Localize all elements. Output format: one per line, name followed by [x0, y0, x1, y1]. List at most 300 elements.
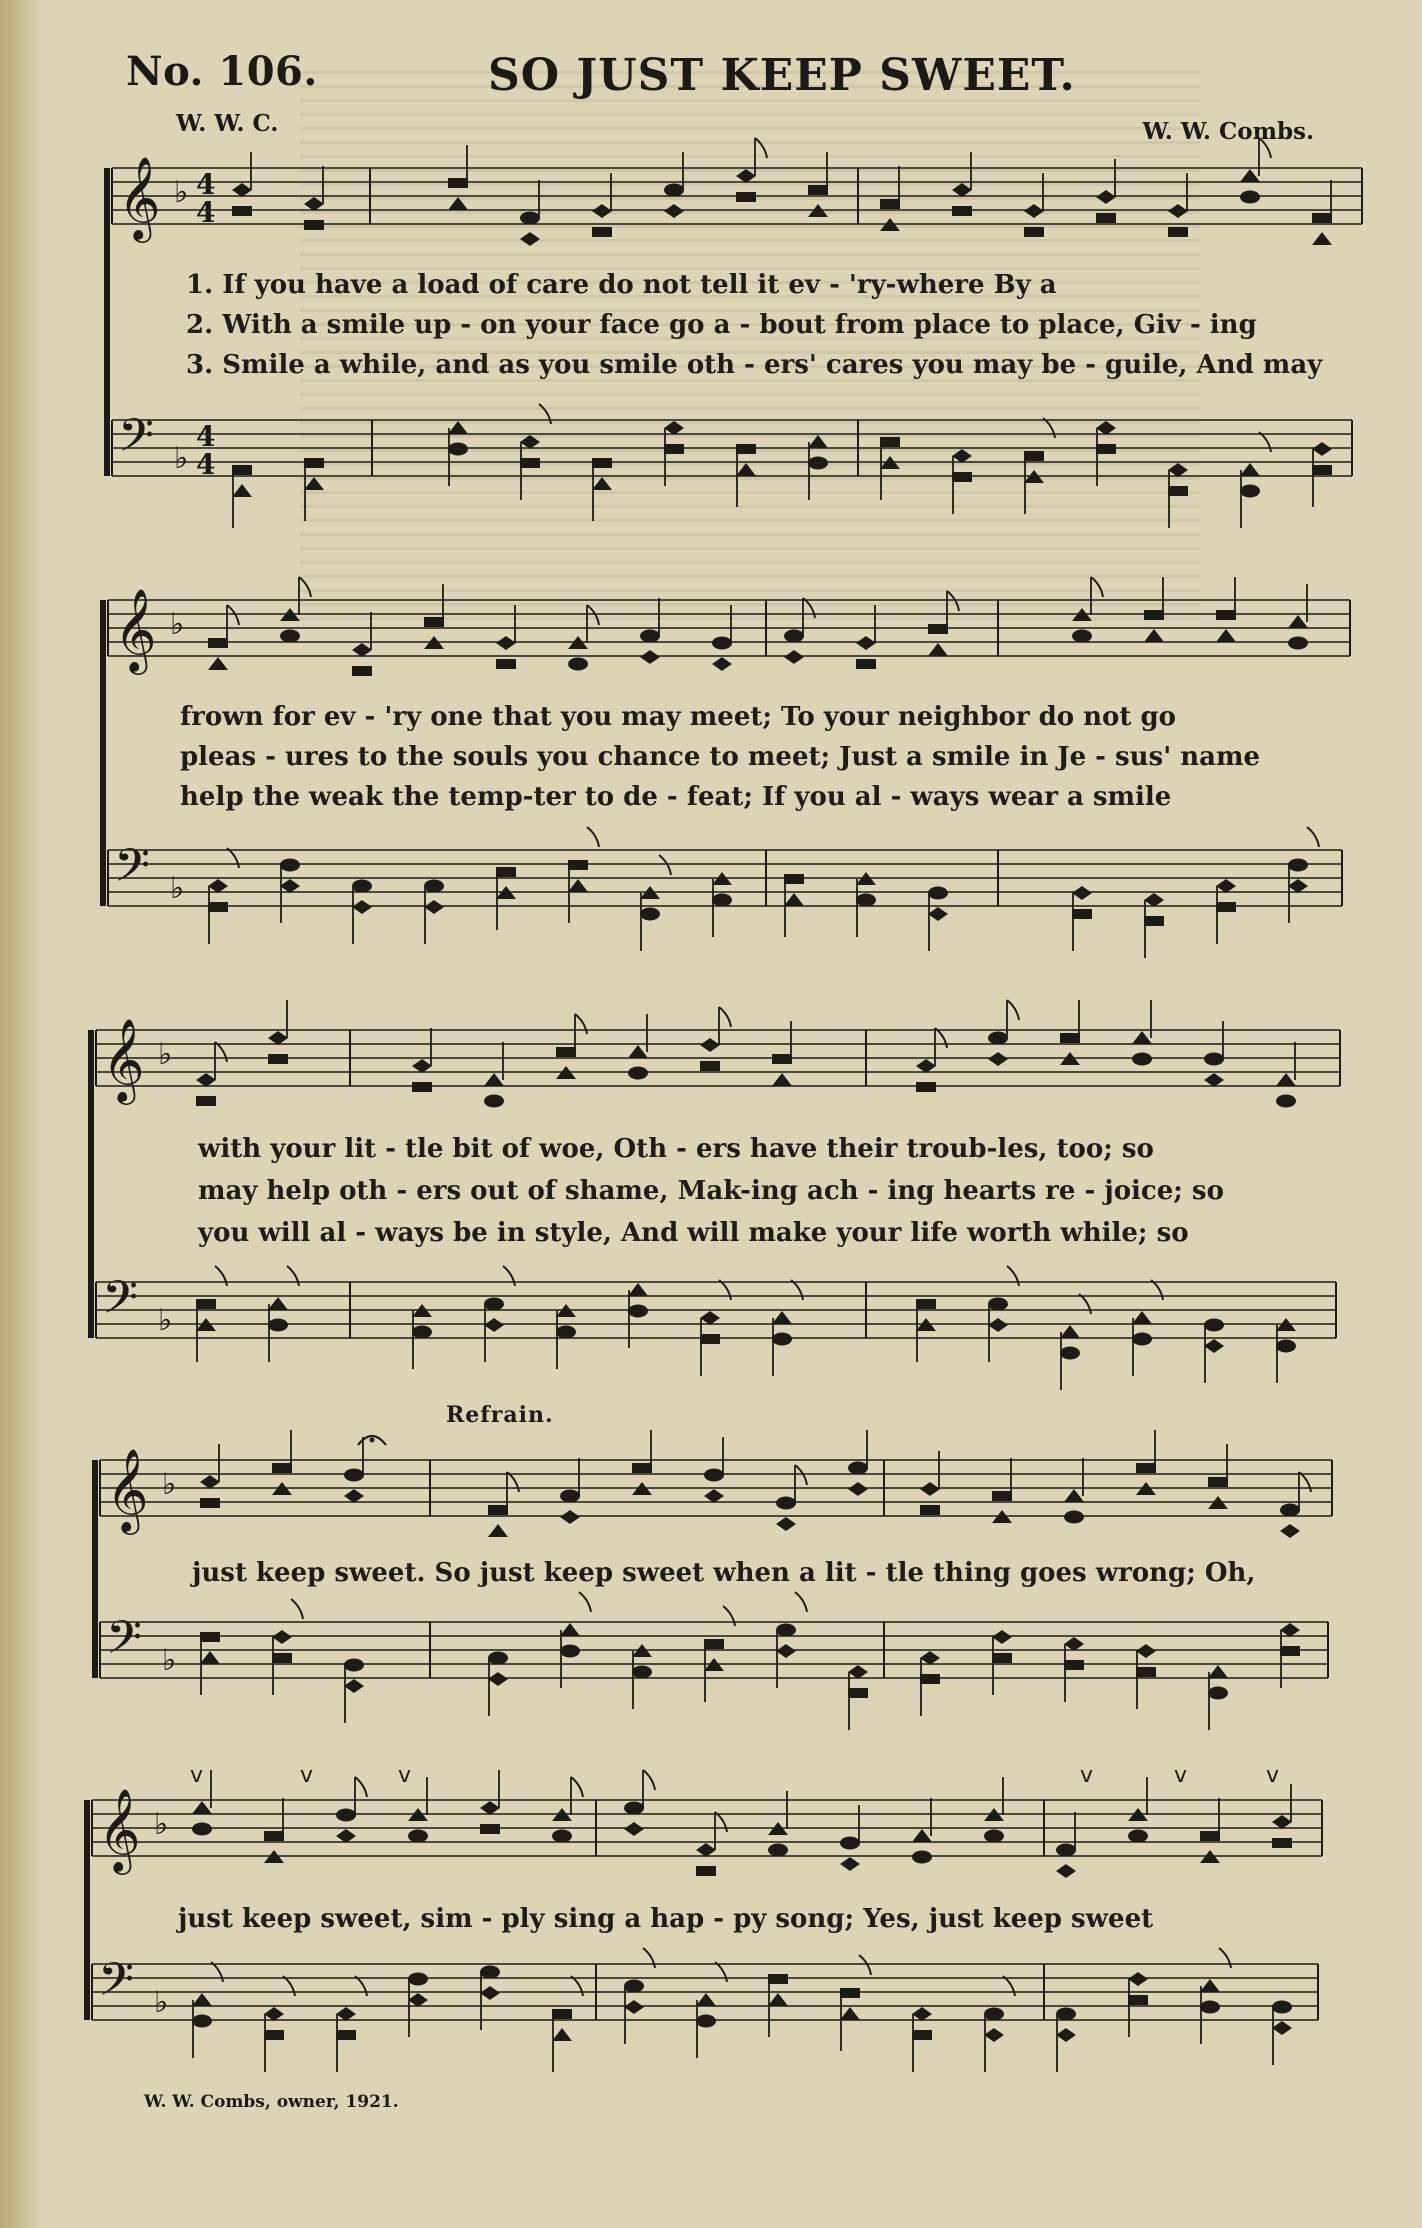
note-head	[1056, 1864, 1076, 1878]
note-head	[628, 1067, 648, 1080]
note-head	[560, 1490, 580, 1503]
lyric-line: frown for ev - 'ry one that you may meet; To your neighbor do not go	[180, 702, 1176, 732]
note-flag	[643, 1770, 655, 1790]
note-head	[1312, 465, 1332, 475]
note-head	[912, 1829, 932, 1842]
note-head	[412, 1082, 432, 1092]
note-head	[984, 2008, 1004, 2021]
note-head	[336, 1809, 356, 1822]
accent-mark: v	[1266, 1763, 1280, 1788]
note-head	[268, 1054, 288, 1064]
note-flag	[503, 1266, 515, 1286]
note-head	[712, 637, 732, 650]
note-head	[1060, 1347, 1080, 1360]
note-flag	[355, 1976, 367, 1996]
note-head	[664, 444, 684, 454]
note-flag	[1079, 1294, 1091, 1314]
note-head	[1204, 1319, 1224, 1332]
copyright-footer: W. W. Combs, owner, 1921.	[144, 2092, 399, 2112]
lyric-line: 3. Smile a while, and as you smile oth - ers' cares you may be - guile, And may	[186, 350, 1323, 380]
note-head	[232, 206, 252, 216]
treble-clef: 𝄞	[98, 1787, 141, 1871]
note-head	[488, 1505, 508, 1515]
note-head	[408, 1973, 428, 1986]
note-head	[1096, 190, 1116, 204]
note-head	[784, 650, 804, 664]
note-head	[1132, 1311, 1152, 1324]
note-flag	[215, 1266, 227, 1286]
note-head	[808, 457, 828, 470]
note-head	[840, 1837, 860, 1850]
note-head	[1276, 1073, 1296, 1086]
note-head	[1144, 610, 1164, 620]
note-head	[920, 1505, 940, 1515]
note-head	[304, 220, 324, 230]
note-head	[1132, 1053, 1152, 1066]
note-head	[912, 2007, 932, 2021]
note-flag	[755, 138, 767, 158]
note-head	[232, 484, 252, 497]
note-head	[568, 658, 588, 671]
note-head	[412, 1059, 432, 1073]
flat-sign: ♭	[174, 175, 189, 210]
system-bracket	[84, 1800, 90, 2020]
lyric-line: pleas - ures to the souls you chance to meet; Just a smile in Je - sus' name	[180, 742, 1261, 772]
note-head	[984, 1830, 1004, 1843]
note-head	[1144, 893, 1164, 907]
treble-clef: 𝄞	[114, 587, 157, 671]
note-head	[592, 458, 612, 468]
note-head	[1024, 227, 1044, 237]
note-head	[196, 1299, 216, 1309]
note-head	[448, 443, 468, 456]
note-head	[808, 185, 828, 195]
note-head	[1024, 451, 1044, 461]
lyric-line: you will al - ways be in style, And will make your life worth while; so	[198, 1218, 1189, 1248]
note-head	[424, 617, 444, 627]
note-head	[1056, 1844, 1076, 1857]
note-head	[488, 1652, 508, 1665]
note-head	[568, 879, 588, 892]
note-head	[916, 1082, 936, 1092]
note-head	[1200, 1979, 1220, 1992]
flat-sign: ♭	[162, 1643, 177, 1678]
note-head	[704, 1469, 724, 1482]
note-head	[448, 178, 468, 188]
flat-sign: ♭	[158, 1037, 173, 1072]
note-head	[304, 477, 324, 490]
note-flag	[571, 1976, 583, 1996]
note-head	[1132, 1031, 1152, 1044]
note-head	[200, 1651, 220, 1664]
note-head	[412, 1326, 432, 1339]
note-head	[916, 1299, 936, 1309]
note-head	[280, 859, 300, 872]
note-head	[1128, 1995, 1148, 2005]
note-head	[696, 1866, 716, 1876]
note-head	[344, 1659, 364, 1672]
note-flag	[659, 855, 671, 875]
refrain-label: Refrain.	[446, 1402, 554, 1428]
note-head	[1168, 227, 1188, 237]
note-head	[1072, 909, 1092, 919]
note-head	[628, 1045, 648, 1058]
note-head	[496, 867, 516, 877]
note-flag	[947, 591, 959, 611]
note-head	[1204, 1339, 1224, 1353]
note-head	[1240, 191, 1260, 204]
note-head	[632, 1463, 652, 1473]
note-flag	[1003, 1976, 1015, 1996]
note-head	[484, 1095, 504, 1108]
bass-clef: 𝄢	[106, 1611, 143, 1676]
note-head	[928, 643, 948, 656]
note-flag	[587, 827, 599, 847]
note-head	[712, 894, 732, 907]
note-head	[192, 2015, 212, 2028]
note-head	[952, 449, 972, 463]
note-flag	[287, 1266, 299, 1286]
note-head	[280, 879, 300, 893]
note-flag	[1043, 418, 1055, 438]
note-head	[784, 630, 804, 643]
note-head	[424, 880, 444, 893]
note-head	[352, 900, 372, 914]
note-flag	[571, 1777, 583, 1797]
note-flag	[803, 598, 815, 618]
note-head	[208, 902, 228, 912]
note-head	[344, 1679, 364, 1693]
note-head	[232, 183, 252, 197]
note-head	[1288, 615, 1308, 628]
note-flag	[935, 1028, 947, 1048]
note-head	[700, 1038, 720, 1052]
note-head	[264, 2030, 284, 2040]
note-head	[520, 435, 540, 449]
note-head	[1056, 2028, 1076, 2042]
note-head	[272, 1463, 292, 1473]
note-head	[776, 1644, 796, 1658]
words-credit: W. W. C.	[176, 110, 279, 137]
note-head	[776, 1497, 796, 1510]
time-signature: 4	[196, 168, 216, 201]
note-head	[200, 1498, 220, 1508]
note-head	[408, 1993, 428, 2007]
note-head	[772, 1333, 792, 1346]
note-head	[568, 860, 588, 870]
note-head	[192, 1823, 212, 1836]
note-head	[1060, 1033, 1080, 1043]
note-head	[880, 199, 900, 209]
accent-mark: v	[398, 1763, 412, 1788]
system-bracket	[92, 1460, 98, 1678]
note-head	[912, 2030, 932, 2040]
note-head	[1064, 1660, 1084, 1670]
note-head	[1064, 1637, 1084, 1651]
note-flag	[1007, 1266, 1019, 1286]
note-flag	[507, 1472, 519, 1492]
note-head	[208, 657, 228, 670]
accent-mark: v	[190, 1763, 204, 1788]
note-head	[696, 1843, 716, 1857]
note-head	[808, 435, 828, 448]
flat-sign: ♭	[154, 1807, 169, 1842]
note-head	[496, 636, 516, 650]
time-signature: 4	[196, 196, 216, 229]
note-head	[424, 900, 444, 914]
flat-sign: ♭	[170, 871, 185, 906]
note-head	[1312, 442, 1332, 456]
note-head	[1136, 1463, 1156, 1473]
note-head	[848, 1482, 868, 1496]
note-head	[552, 1830, 572, 1843]
note-head	[952, 472, 972, 482]
note-head	[1288, 637, 1308, 650]
note-head	[1216, 610, 1236, 620]
note-flag	[1307, 827, 1319, 847]
note-head	[664, 421, 684, 435]
note-head	[768, 1844, 788, 1857]
note-flag	[859, 1955, 871, 1975]
lyric-line: 2. With a smile up - on your face go a - bout from place to place, Giv - ing	[186, 310, 1257, 340]
note-head	[448, 421, 468, 434]
note-head	[336, 2030, 356, 2040]
note-head	[1204, 1073, 1224, 1087]
note-head	[560, 1623, 580, 1636]
note-head	[1168, 463, 1188, 477]
note-head	[988, 1032, 1008, 1045]
note-head	[520, 232, 540, 246]
note-head	[552, 2028, 572, 2041]
note-head	[700, 1334, 720, 1344]
note-head	[664, 184, 684, 197]
note-flag	[723, 1606, 735, 1626]
note-head	[1216, 902, 1236, 912]
music-credit: W. W. Combs.	[1142, 118, 1314, 145]
note-head	[344, 1469, 364, 1482]
note-head	[592, 477, 612, 490]
note-head	[1280, 1646, 1300, 1656]
note-head	[560, 1510, 580, 1524]
note-head	[664, 204, 684, 218]
note-head	[488, 1672, 508, 1686]
note-flag	[575, 1014, 587, 1034]
note-head	[1064, 1489, 1084, 1502]
note-head	[1272, 2001, 1292, 2014]
treble-clef: 𝄞	[118, 155, 161, 239]
note-head	[336, 1829, 356, 1843]
note-head	[624, 1822, 644, 1836]
treble-clef: 𝄞	[106, 1447, 149, 1531]
note-head	[264, 1831, 284, 1841]
note-head	[736, 463, 756, 476]
note-head	[920, 1482, 940, 1496]
note-head	[488, 1524, 508, 1537]
note-head	[200, 1475, 220, 1489]
note-head	[988, 1298, 1008, 1311]
note-head	[856, 636, 876, 650]
note-head	[856, 894, 876, 907]
note-head	[560, 1645, 580, 1658]
fermata-dot	[370, 1438, 375, 1443]
note-head	[484, 1298, 504, 1311]
note-head	[556, 1326, 576, 1339]
note-flag	[1259, 138, 1271, 158]
lyric-line: with your lit - tle bit of woe, Oth - ers have their troub-les, too; so	[198, 1134, 1154, 1164]
note-head	[196, 1073, 216, 1087]
note-head	[848, 1665, 868, 1679]
note-head	[1128, 1830, 1148, 1843]
note-head	[1064, 1511, 1084, 1524]
note-head	[988, 1318, 1008, 1332]
note-head	[344, 1489, 364, 1503]
note-head	[1136, 1644, 1156, 1658]
system-bracket	[88, 1030, 94, 1338]
note-head	[768, 1993, 788, 2006]
note-head	[912, 1851, 932, 1864]
note-head	[840, 1857, 860, 1871]
note-head	[916, 1059, 936, 1073]
note-head	[848, 1688, 868, 1698]
note-head	[1144, 916, 1164, 926]
note-flag	[227, 605, 239, 625]
note-head	[268, 1297, 288, 1310]
note-head	[352, 666, 372, 676]
note-head	[352, 880, 372, 893]
note-flag	[1259, 432, 1271, 452]
note-head	[192, 1801, 212, 1814]
note-flag	[795, 1592, 807, 1612]
note-head	[1240, 485, 1260, 498]
note-head	[1280, 1504, 1300, 1517]
note-head	[640, 650, 660, 664]
note-head	[520, 458, 540, 468]
note-head	[1072, 630, 1092, 643]
note-head	[1096, 444, 1116, 454]
hymn-title: SO JUST KEEP SWEET.	[488, 50, 1076, 101]
note-flag	[643, 1948, 655, 1968]
note-head	[848, 1462, 868, 1475]
hymn-number: No. 106.	[126, 48, 318, 95]
note-head	[700, 1311, 720, 1325]
time-signature: 4	[196, 448, 216, 481]
note-head	[496, 659, 516, 669]
note-head	[920, 1674, 940, 1684]
note-flag	[539, 404, 551, 424]
flat-sign: ♭	[154, 1985, 169, 2020]
note-head	[480, 1986, 500, 2000]
note-head	[1312, 232, 1332, 245]
note-head	[232, 465, 252, 475]
bass-clef: 𝄢	[102, 1271, 139, 1336]
note-flag	[715, 1962, 727, 1982]
note-head	[628, 1305, 648, 1318]
note-head	[1208, 1687, 1228, 1700]
note-flag	[215, 1042, 227, 1062]
note-head	[556, 1047, 576, 1057]
note-head	[696, 1993, 716, 2006]
note-flag	[1151, 1280, 1163, 1300]
note-head	[772, 1073, 792, 1086]
note-head	[1168, 486, 1188, 496]
note-head	[992, 1491, 1012, 1501]
note-flag	[211, 1962, 223, 1982]
note-flag	[291, 1599, 303, 1619]
note-head	[856, 659, 876, 669]
note-flag	[1091, 577, 1103, 597]
note-head	[480, 1801, 500, 1815]
note-flag	[791, 1280, 803, 1300]
note-head	[992, 1653, 1012, 1663]
treble-clef: 𝄞	[102, 1017, 145, 1101]
note-head	[1128, 1972, 1148, 1986]
note-head	[200, 1632, 220, 1642]
flat-sign: ♭	[162, 1467, 177, 1502]
note-head	[1204, 1053, 1224, 1066]
note-flag	[283, 1976, 295, 1996]
note-head	[696, 2015, 716, 2028]
note-head	[736, 444, 756, 454]
note-head	[1200, 1831, 1220, 1841]
note-head	[1216, 879, 1236, 893]
note-head	[480, 1966, 500, 1979]
flat-sign: ♭	[174, 441, 189, 476]
note-head	[640, 630, 660, 643]
accent-mark: v	[1174, 1763, 1188, 1788]
note-head	[1096, 421, 1116, 435]
note-head	[1060, 1325, 1080, 1338]
note-head	[1272, 2021, 1292, 2035]
note-head	[1272, 1838, 1292, 1848]
note-head	[1208, 1477, 1228, 1487]
note-head	[208, 638, 228, 648]
note-head	[1288, 859, 1308, 872]
note-head	[772, 1311, 792, 1324]
note-head	[592, 204, 612, 218]
bass-clef: 𝄢	[98, 1953, 135, 2018]
note-head	[208, 879, 228, 893]
note-flag	[719, 1280, 731, 1300]
note-head	[1276, 1095, 1296, 1108]
note-head	[1216, 629, 1236, 642]
note-flag	[579, 1592, 591, 1612]
note-head	[196, 1096, 216, 1106]
note-head	[1168, 204, 1188, 218]
note-head	[776, 1624, 796, 1637]
lyric-line: 1. If you have a load of care do not tell it ev - 'ry-where By a	[186, 270, 1057, 300]
note-flag	[715, 1812, 727, 1832]
note-flag	[227, 848, 239, 868]
note-head	[1280, 1524, 1300, 1538]
note-head	[736, 169, 756, 183]
note-head	[700, 1061, 720, 1071]
note-head	[628, 1283, 648, 1296]
note-flag	[1007, 1000, 1019, 1020]
note-head	[352, 643, 372, 657]
note-head	[1312, 213, 1332, 223]
system-bracket	[100, 600, 106, 906]
note-head	[624, 1980, 644, 1993]
note-head	[1024, 204, 1044, 218]
note-head	[552, 2009, 572, 2019]
accent-mark: v	[1080, 1763, 1094, 1788]
note-flag	[795, 1465, 807, 1485]
note-head	[268, 1319, 288, 1332]
note-head	[840, 1988, 860, 1998]
note-head	[992, 1630, 1012, 1644]
note-head	[192, 1993, 212, 2006]
bass-clef: 𝄢	[114, 839, 151, 904]
